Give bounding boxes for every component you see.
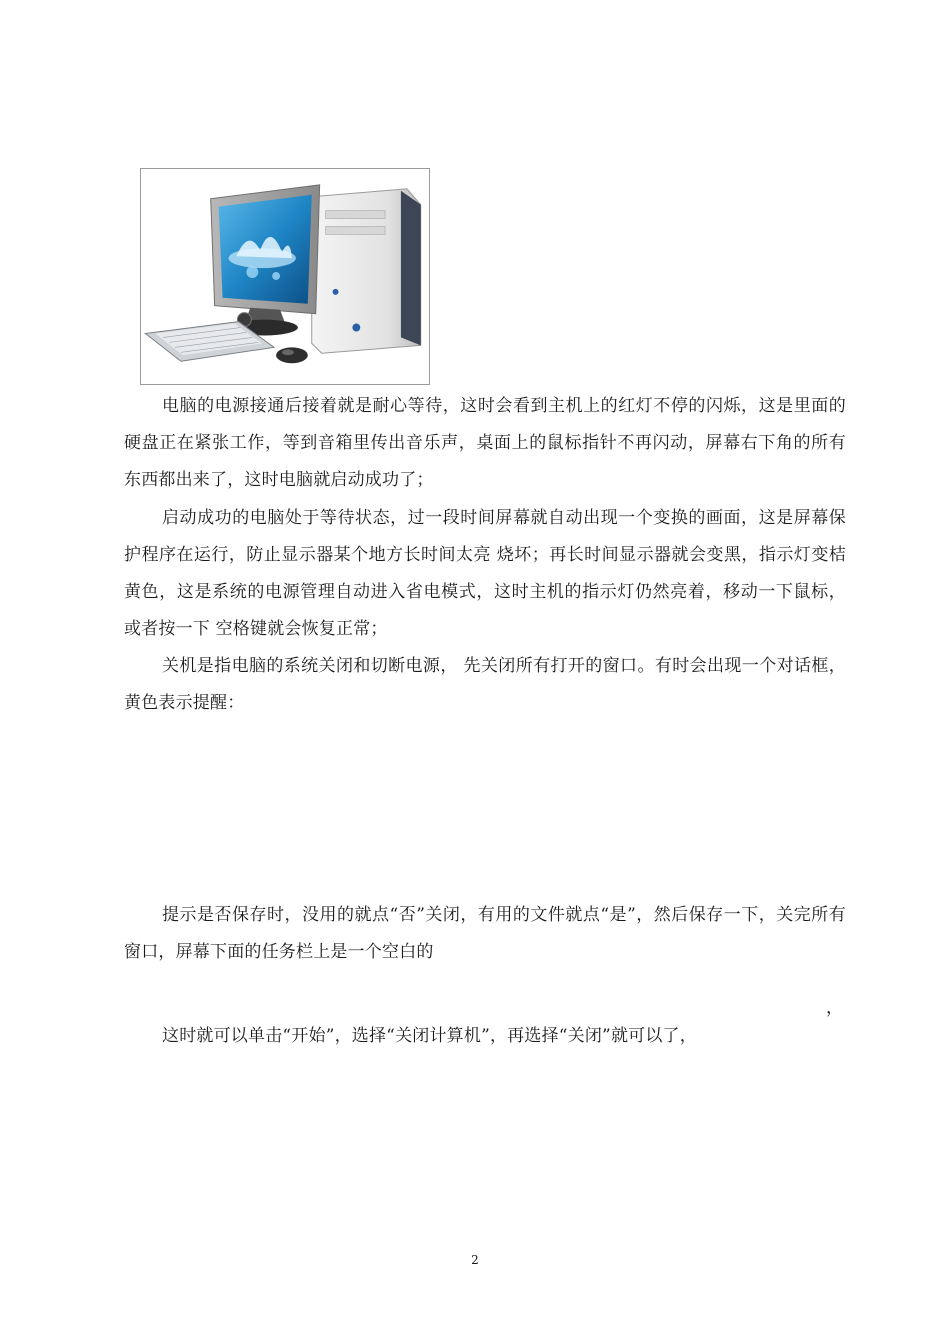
paragraph-shutdown: 关机是指电脑的系统关闭和切断电源， 先关闭所有打开的窗口。有时会出现一个对话框，黄色表示提醒：: [124, 656, 846, 713]
lone-comma: ，: [826, 998, 843, 1018]
computer-photo: [140, 168, 430, 385]
paragraph-save-prompt: 提示是否保存时，没用的就点“否”关闭，有用的文件就点“是”，然后保存一下，关完所有窗口，屏幕下面的任务栏上是一个空白的: [124, 905, 846, 962]
desktop-computer-illustration: [141, 169, 429, 384]
paragraph-startup: 电脑的电源接通后接着就是耐心等待，这时会看到主机上的红灯不停的闪烁，这是里面的硬盘正在紧张工作，等到音箱里传出音乐声，桌面上的鼠标指针不再闪动，屏幕右下角的所有东西都出来了，这时电脑就启动成功了；: [124, 396, 846, 490]
page-number: 2: [471, 1253, 479, 1267]
paragraph-start-menu: 这时就可以单击“开始”，选择“关闭计算机”，再选择“关闭”就可以了，: [162, 1026, 697, 1046]
paragraph-screensaver: 启动成功的电脑处于等待状态，过一段时间屏幕就自动出现一个变换的画面，这是屏幕保护程序在运行，防止显示器某个地方长时间太亮 烧坏；再长时间显示器就会变黑，指示灯变桔黄色，这是系统的电源管理自动进入省电模式，这时主机的指示灯仍然亮着，移动一下鼠标，或者按一下 空格键就会恢复正常；: [124, 508, 846, 639]
